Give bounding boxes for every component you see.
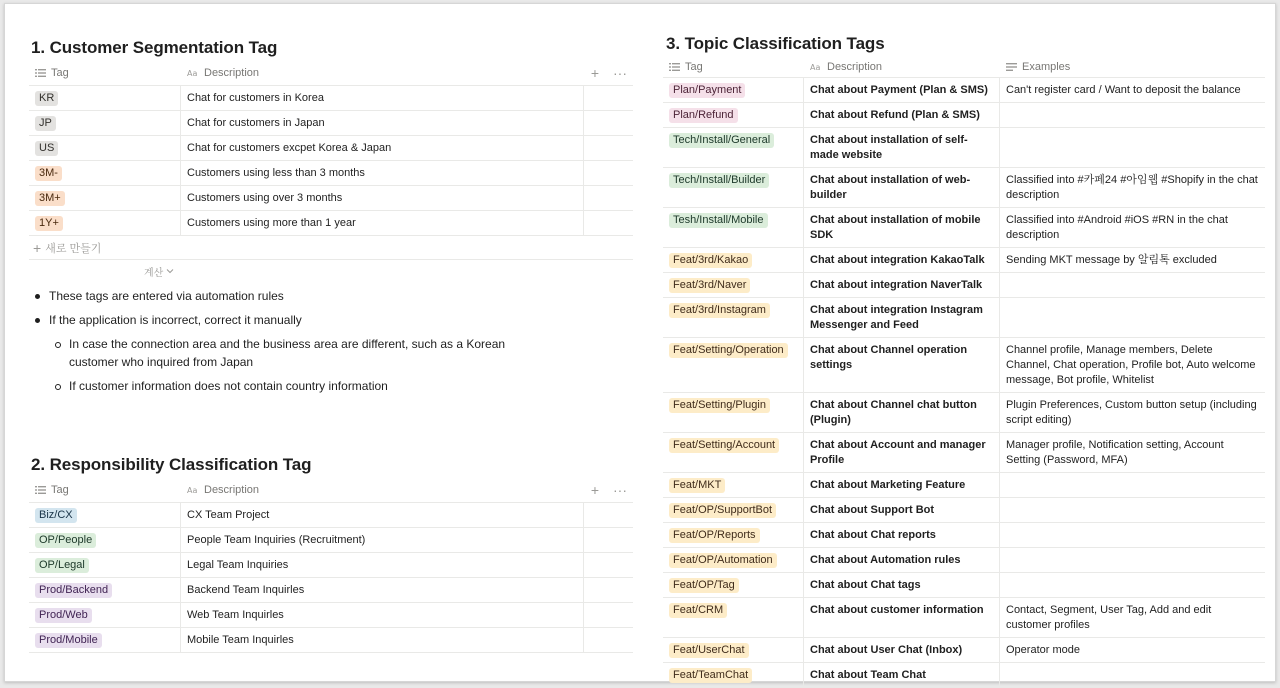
description-cell: Chat about Refund (Plan & SMS): [804, 103, 1000, 127]
svg-text:Aa: Aa: [810, 62, 821, 72]
description-cell: Chat about integration Instagram Messenger and Feed: [804, 298, 1000, 337]
tag-chip: 3M-: [35, 166, 62, 181]
description-cell: Chat about Support Bot: [804, 498, 1000, 522]
tag-chip: Feat/OP/Automation: [669, 553, 777, 568]
examples-cell: [1000, 273, 1265, 297]
description-cell: Chat about integration KakaoTalk: [804, 248, 1000, 272]
table-row[interactable]: [29, 528, 633, 553]
tag-chip: US: [35, 141, 58, 156]
description-cell: Backend Team Inquirles: [181, 578, 584, 602]
tag-chip: Prod/Backend: [35, 583, 112, 598]
table-header: [663, 56, 1265, 78]
column-tag-header[interactable]: [663, 56, 804, 77]
description-cell: Customers using over 3 months: [181, 186, 584, 210]
description-cell: Customers using more than 1 year: [181, 211, 584, 235]
tag-chip: Prod/Web: [35, 608, 92, 623]
tag-chip: Feat/Setting/Plugin: [669, 398, 770, 413]
description-cell: Mobile Team Inquirles: [181, 628, 584, 652]
tag-chip: Feat/OP/SupportBot: [669, 503, 776, 518]
table-row[interactable]: [29, 111, 633, 136]
description-cell: Chat about Channel operation settings: [804, 338, 1000, 392]
column-tag-header[interactable]: [29, 60, 181, 85]
new-row-label: 새로 만들기: [45, 242, 102, 255]
description-cell: Chat about customer information: [804, 598, 1000, 637]
table-header: [29, 477, 633, 503]
table-row[interactable]: [663, 473, 1265, 498]
table-tools: [591, 65, 633, 81]
plus-icon[interactable]: +: [590, 64, 599, 81]
tag-chip: Feat/MKT: [669, 478, 725, 493]
tag-chip: Feat/OP/Reports: [669, 528, 760, 543]
examples-cell: Sending MKT message by 알림톡 excluded: [1006, 254, 1217, 266]
calculate-label: 계산: [144, 267, 164, 279]
tag-chip: OP/People: [35, 533, 96, 548]
section-title: 3. Topic Classification Tags: [666, 34, 885, 53]
notes-list: [29, 287, 529, 395]
examples-cell: [1000, 103, 1265, 127]
description-cell: Chat about Channel chat button (Plugin): [804, 393, 1000, 432]
description-cell: Chat about Chat reports: [804, 523, 1000, 547]
table-row[interactable]: [663, 78, 1265, 103]
table-row[interactable]: [29, 503, 633, 528]
table-row[interactable]: [29, 578, 633, 603]
table-row[interactable]: [29, 86, 633, 111]
new-row-button[interactable]: [29, 236, 633, 260]
description-cell: Chat about installation of self-made website: [804, 128, 1000, 167]
examples-cell: [1000, 298, 1265, 337]
description-cell: Chat about Automation rules: [804, 548, 1000, 572]
more-icon[interactable]: ···: [613, 481, 627, 498]
table-header: [29, 60, 633, 86]
customer-segmentation-section: [29, 38, 633, 401]
text-lines-icon: [1006, 62, 1017, 72]
topic-classification-section: [663, 34, 1265, 688]
examples-cell: Manager profile, Notification setting, Account Setting (Password, MFA): [1006, 439, 1224, 466]
examples-cell: Operator mode: [1006, 644, 1080, 656]
description-cell: Web Team Inquirles: [181, 603, 584, 627]
examples-cell: Contact, Segment, User Tag, Add and edit customer profiles: [1006, 604, 1212, 631]
list-icon: [35, 485, 46, 495]
examples-cell: Plugin Preferences, Custom button setup (including script editing): [1006, 399, 1257, 426]
table-row[interactable]: [663, 663, 1265, 688]
description-cell: Chat about Chat tags: [804, 573, 1000, 597]
examples-cell: [1000, 663, 1265, 687]
list-item: If customer information does not contain country information: [49, 377, 529, 395]
table-row[interactable]: [663, 433, 1265, 473]
document-page: [4, 3, 1276, 682]
tag-chip: Tech/Install/General: [669, 133, 774, 148]
tag-chip: Feat/Setting/Account: [669, 438, 779, 453]
table-row[interactable]: [663, 573, 1265, 598]
text-icon: [187, 485, 199, 495]
description-cell: Chat about installation of mobile SDK: [804, 208, 1000, 247]
table-tools: [591, 482, 633, 498]
examples-cell: [1000, 473, 1265, 497]
tag-chip: JP: [35, 116, 56, 131]
column-description-label: Description: [204, 66, 260, 79]
examples-cell: [1000, 128, 1265, 167]
tag-chip: Plan/Refund: [669, 108, 738, 123]
table-row[interactable]: [663, 168, 1265, 208]
description-cell: Chat for customers in Korea: [181, 86, 584, 110]
text-icon: [187, 68, 199, 78]
tag-chip: 3M+: [35, 191, 65, 206]
examples-cell: [1000, 548, 1265, 572]
examples-cell: [1000, 498, 1265, 522]
tag-chip: Feat/TeamChat: [669, 668, 752, 683]
table-row[interactable]: [663, 273, 1265, 298]
plus-icon[interactable]: +: [590, 481, 599, 498]
section-title: 1. Customer Segmentation Tag: [31, 38, 278, 57]
tag-chip: Tech/Install/Builder: [669, 173, 769, 188]
table-row[interactable]: [29, 603, 633, 628]
examples-cell: Can't register card / Want to deposit the balance: [1006, 84, 1241, 96]
description-cell: CX Team Project: [181, 503, 584, 527]
description-cell: Chat about Marketing Feature: [804, 473, 1000, 497]
tag-chip: Feat/Setting/Operation: [669, 343, 788, 358]
table-row[interactable]: [29, 211, 633, 236]
description-cell: Chat about Team Chat: [804, 663, 1000, 687]
table-row[interactable]: [663, 128, 1265, 168]
description-cell: Chat about integration NaverTalk: [804, 273, 1000, 297]
table-body: [29, 503, 633, 653]
description-cell: Chat about installation of web-builder: [804, 168, 1000, 207]
responsibility-classification-section: [29, 455, 633, 653]
table-row[interactable]: [29, 186, 633, 211]
description-cell: Chat for customers in Japan: [181, 111, 584, 135]
table-row[interactable]: [663, 548, 1265, 573]
column-description-label: Description: [827, 60, 883, 73]
table-row[interactable]: [663, 298, 1265, 338]
column-examples-label: Examples: [1022, 60, 1071, 73]
tag-chip: Feat/3rd/Instagram: [669, 303, 770, 318]
table-row[interactable]: [29, 553, 633, 578]
table-row[interactable]: [663, 248, 1265, 273]
tag-chip: Feat/OP/Tag: [669, 578, 739, 593]
more-icon[interactable]: ···: [613, 64, 627, 81]
description-cell: People Team Inquiries (Recruitment): [181, 528, 584, 552]
list-item-text: If the application is incorrect, correct it manually: [49, 313, 302, 327]
svg-text:Aa: Aa: [187, 68, 198, 78]
svg-text:Aa: Aa: [187, 485, 198, 495]
tag-chip: Feat/3rd/Kakao: [669, 253, 752, 268]
table-body: [29, 86, 633, 236]
tag-chip: Feat/UserChat: [669, 643, 749, 658]
examples-cell: [1000, 573, 1265, 597]
list-icon: [669, 62, 680, 72]
column-description-header[interactable]: [181, 477, 481, 502]
tag-chip: Feat/3rd/Naver: [669, 278, 750, 293]
table-row[interactable]: [29, 628, 633, 653]
list-item: These tags are entered via automation rules: [29, 287, 529, 305]
column-tag-label: Tag: [51, 66, 69, 79]
description-cell: Chat about Account and manager Profile: [804, 433, 1000, 472]
tag-chip: KR: [35, 91, 58, 106]
tag-chip: Plan/Payment: [669, 83, 745, 98]
examples-cell: [1000, 523, 1265, 547]
section-title: 2. Responsibility Classification Tag: [31, 455, 312, 474]
text-icon: [810, 62, 822, 72]
plus-icon: +: [33, 239, 42, 256]
chevron-down-icon: [166, 268, 174, 274]
table-row[interactable]: [29, 136, 633, 161]
description-cell: Chat about Payment (Plan & SMS): [804, 78, 1000, 102]
column-description-label: Description: [204, 483, 260, 496]
table-row[interactable]: [663, 523, 1265, 548]
tag-chip: Tesh/Install/Mobile: [669, 213, 768, 228]
table-row[interactable]: [663, 498, 1265, 523]
list-item: In case the connection area and the business area are different, such as a Korean customer who inquired from Japan: [49, 335, 529, 371]
calculate-button[interactable]: [29, 260, 633, 282]
tag-chip: Biz/CX: [35, 508, 77, 523]
tag-chip: Feat/CRM: [669, 603, 727, 618]
column-description-header[interactable]: [804, 56, 1000, 77]
table-row[interactable]: [663, 208, 1265, 248]
description-cell: Chat for customers excpet Korea & Japan: [181, 136, 584, 160]
column-tag-label: Tag: [685, 60, 703, 73]
examples-cell: Classified into #Android #iOS #RN in the chat description: [1006, 214, 1228, 241]
tag-chip: Prod/Mobile: [35, 633, 102, 648]
table-row[interactable]: [663, 338, 1265, 393]
table-row[interactable]: [663, 598, 1265, 638]
table-row[interactable]: [663, 393, 1265, 433]
list-item: [29, 311, 529, 395]
examples-cell: Classified into #카페24 #아임웹 #Shopify in the chat description: [1006, 174, 1258, 201]
column-examples-header[interactable]: [1000, 56, 1265, 77]
tag-chip: 1Y+: [35, 216, 63, 231]
table-row[interactable]: [663, 638, 1265, 663]
table-body: [663, 78, 1265, 688]
examples-cell: Channel profile, Manage members, Delete Channel, Chat operation, Profile bot, Auto welcome message, Bot profile, Whitelist: [1006, 344, 1256, 386]
column-description-header[interactable]: [181, 60, 481, 85]
tag-chip: OP/Legal: [35, 558, 89, 573]
table-row[interactable]: [663, 103, 1265, 128]
description-cell: Chat about User Chat (Inbox): [804, 638, 1000, 662]
column-tag-header[interactable]: [29, 477, 181, 502]
description-cell: Legal Team Inquiries: [181, 553, 584, 577]
list-icon: [35, 68, 46, 78]
table-row[interactable]: [29, 161, 633, 186]
column-tag-label: Tag: [51, 483, 69, 496]
description-cell: Customers using less than 3 months: [181, 161, 584, 185]
